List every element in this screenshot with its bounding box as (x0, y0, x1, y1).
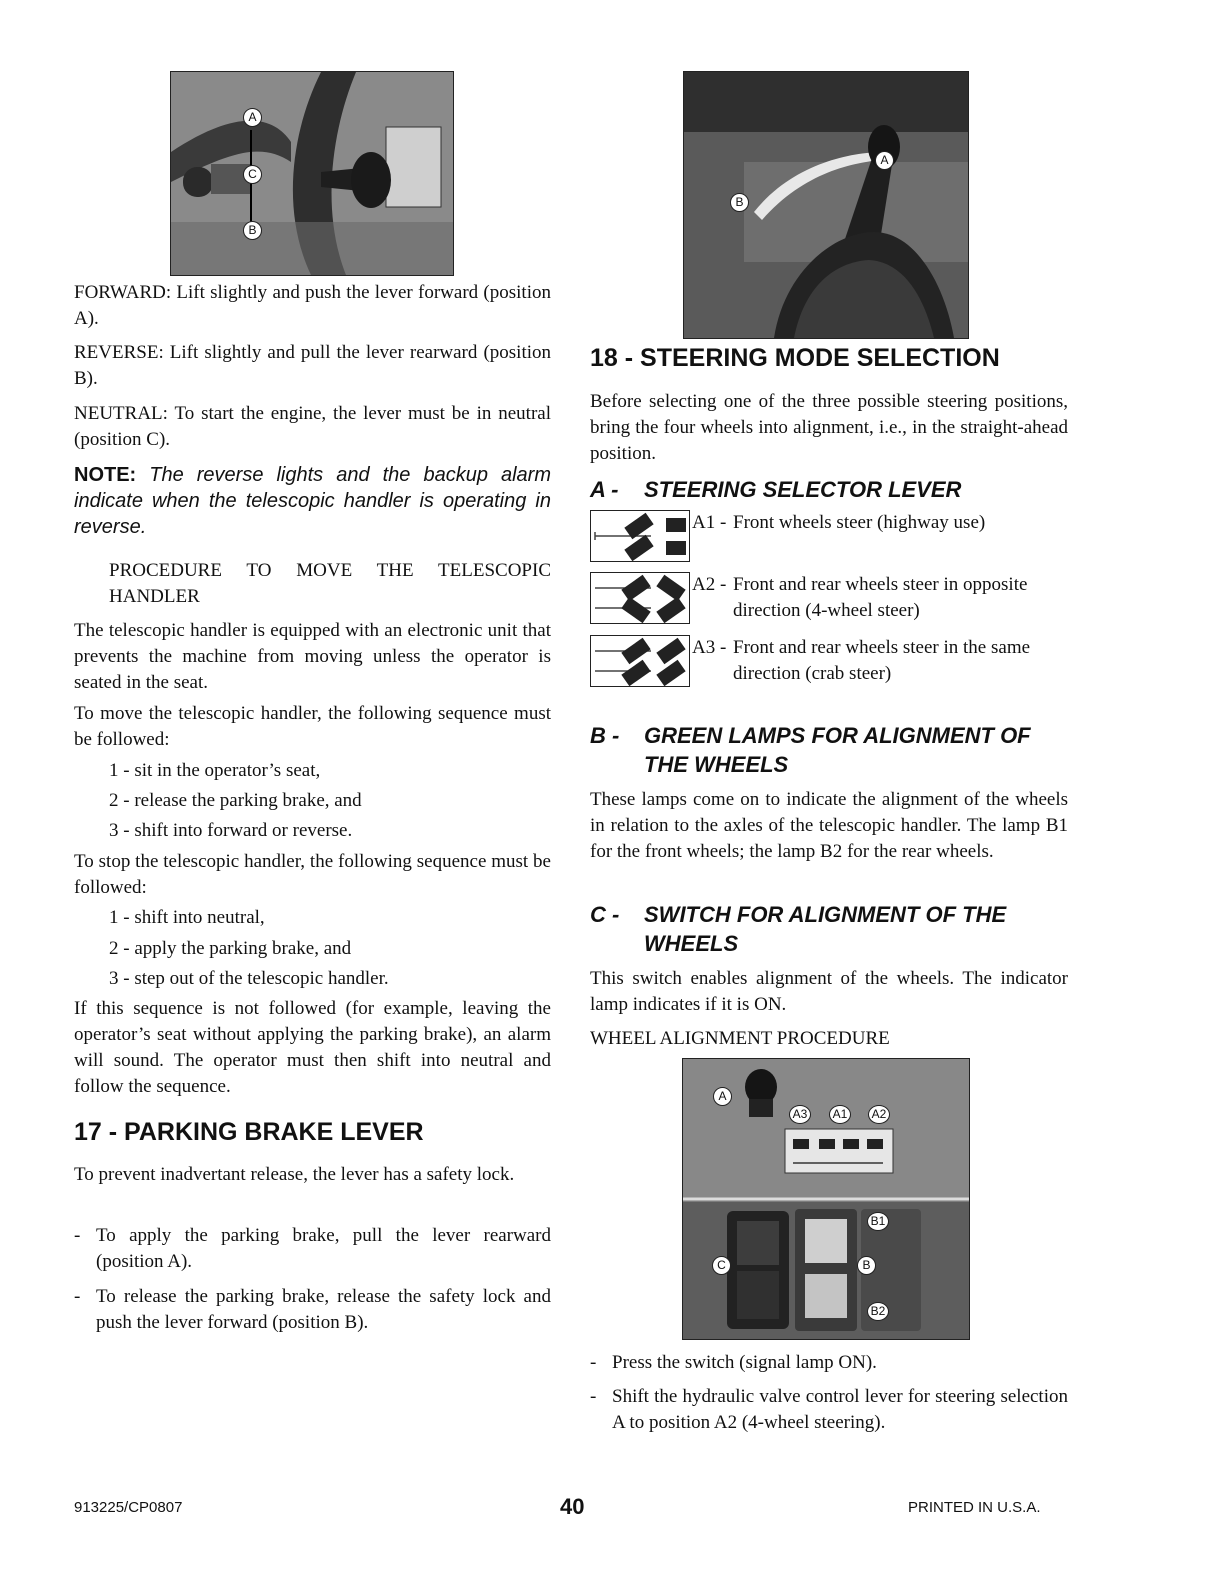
alignment-step-shift-lever (590, 1384, 1068, 1436)
footer-doc-number: 913225/CP0807 (74, 1499, 183, 1516)
subsection-letter: B - (590, 723, 620, 748)
callout-c: C (243, 165, 262, 184)
alignment-step-press-switch (590, 1350, 1068, 1376)
switch-panel-photo (682, 1058, 970, 1340)
steer-mode-code: A2 - (692, 574, 727, 595)
subsection-b-heading (590, 721, 1068, 779)
parking-brake-item-release (74, 1284, 551, 1336)
stop-step: 1 - shift into neutral, (109, 907, 265, 928)
note-text: The reverse lights and the backup alarm indicate when the telescopic handler is operating in reverse. (74, 464, 552, 538)
dash-bullet: - (590, 1386, 597, 1407)
parking-brake-item-apply (74, 1223, 551, 1275)
footer-page-number: 40 (560, 1494, 585, 1519)
subsection-title: STEERING SELECTOR LEVER (644, 477, 962, 502)
steer-mode-text: Front and rear wheels steer in the same direction (crab steer) (733, 637, 1031, 684)
steer-mode-a2 (590, 572, 1068, 624)
move-intro-paragraph: To move the telescopic handler, the following sequence must be followed: (74, 703, 551, 750)
subsection-letter: C - (590, 902, 620, 927)
electronic-unit-paragraph: The telescopic handler is equipped with an electronic unit that prevents the machine from moving unless the operator is seated in the seat. (74, 620, 551, 693)
procedure-heading: PROCEDURE TO MOVE THE TELESCOPIC HANDLER (109, 560, 551, 607)
move-step: 1 - sit in the operator’s seat, (109, 760, 321, 781)
sequence-warning-paragraph: If this sequence is not followed (for example, leaving the operator’s seat without applying the parking brake), an alarm will sound. The operator must then shift into neutral and follow the sequence. (74, 998, 551, 1097)
reverse-paragraph: REVERSE: Lift slightly and pull the lever rearward (position B). (74, 342, 551, 389)
callout-a: A (875, 151, 894, 170)
section-17-intro: To prevent inadvertant release, the lever has a safety lock. (74, 1164, 515, 1185)
move-step: 2 - release the parking brake, and (109, 790, 362, 811)
dash-bullet: - (590, 1352, 597, 1373)
callout-a1: A1 (829, 1105, 851, 1124)
callout-a: A (243, 108, 262, 127)
callout-b: B (243, 221, 262, 240)
parking-brake-item-text: To apply the parking brake, pull the lever rearward (position A). (96, 1225, 551, 1272)
section-18-title: 18 - STEERING MODE SELECTION (590, 344, 1000, 372)
crab-steer-icon (590, 635, 690, 687)
subsection-title: SWITCH FOR ALIGNMENT OF THE WHEELS (644, 902, 1007, 956)
steer-mode-code: A3 - (692, 637, 727, 658)
callout-b: B (857, 1256, 876, 1275)
alignment-step-text: Press the switch (signal lamp ON). (612, 1352, 877, 1373)
callout-b2: B2 (867, 1302, 889, 1321)
callout-b1: B1 (867, 1212, 889, 1231)
footer-printed: PRINTED IN U.S.A. (908, 1499, 1041, 1516)
subsection-a-heading (590, 475, 1068, 504)
callout-b: B (730, 193, 749, 212)
dash-bullet: - (74, 1225, 81, 1246)
steer-mode-a3 (590, 635, 1068, 687)
four-wheel-steer-icon (590, 572, 690, 624)
stop-step: 2 - apply the parking brake, and (109, 938, 352, 959)
section-18-intro: Before selecting one of the three possible steering positions, bring the four wheels into alignment, i.e., in the straight-ahead position. (590, 391, 1068, 464)
steer-mode-text: Front wheels steer (highway use) (733, 512, 986, 533)
dash-bullet: - (74, 1286, 81, 1307)
stop-intro-paragraph: To stop the telescopic handler, the following sequence must be followed: (74, 851, 551, 898)
move-step: 3 - shift into forward or reverse. (109, 820, 353, 841)
steer-mode-a1 (590, 510, 1068, 562)
forward-paragraph: FORWARD: Lift slightly and push the lever forward (position A). (74, 282, 551, 329)
steer-mode-code: A1 - (692, 512, 727, 533)
callout-a2: A2 (868, 1105, 890, 1124)
section-17-title: 17 - PARKING BRAKE LEVER (74, 1118, 424, 1146)
direction-lever-photo (170, 71, 454, 276)
front-steer-icon (590, 510, 690, 562)
parking-brake-item-text: To release the parking brake, release the safety lock and push the lever forward (position B). (96, 1286, 551, 1333)
steering-lever-photo (683, 71, 969, 339)
callout-c: C (712, 1256, 731, 1275)
note-label: NOTE: (74, 464, 137, 486)
subsection-c-text: This switch enables alignment of the wheels. The indicator lamp indicates if it is ON. (590, 968, 1068, 1015)
stop-step: 3 - step out of the telescopic handler. (109, 968, 389, 989)
subsection-b-text: These lamps come on to indicate the alignment of the wheels in relation to the axles of the telescopic handler. The lamp B1 for the front wheels; the lamp B2 for the rear wheels. (590, 789, 1068, 862)
alignment-step-text: Shift the hydraulic valve control lever for steering selection A to position A2 (4-wheel steering). (612, 1386, 1068, 1433)
note-paragraph (74, 462, 551, 540)
steer-mode-text: Front and rear wheels steer in opposite direction (4-wheel steer) (733, 574, 1028, 621)
callout-a3: A3 (789, 1105, 811, 1124)
subsection-title: GREEN LAMPS FOR ALIGNMENT OF THE WHEELS (644, 723, 1031, 777)
callout-a: A (713, 1087, 732, 1106)
alignment-procedure-heading: WHEEL ALIGNMENT PROCEDURE (590, 1028, 890, 1049)
subsection-c-heading (590, 900, 1068, 958)
neutral-paragraph: NEUTRAL: To start the engine, the lever must be in neutral (position C). (74, 403, 551, 450)
subsection-letter: A - (590, 477, 619, 502)
